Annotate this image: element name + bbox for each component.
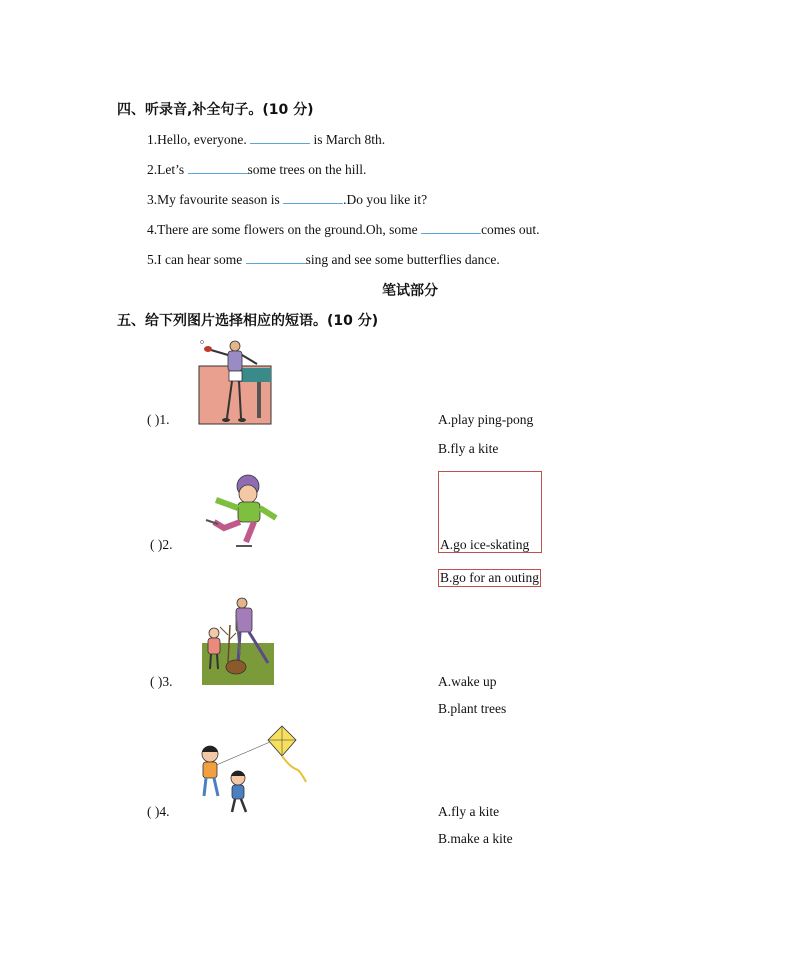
kite-flying-picture [192, 724, 312, 818]
q4-option-b[interactable]: B.make a kite [438, 831, 513, 846]
sentence-text: comes out. [481, 222, 540, 237]
sentence-3 [147, 191, 427, 208]
sentence-text: is March 8th. [310, 132, 386, 147]
q3-option-b[interactable]: B.plant trees [438, 701, 507, 716]
sentence-text: 4.There are some flowers on the ground.Oh, some [147, 222, 422, 237]
sentence-text: some trees on the hill. [247, 162, 367, 177]
q1-option-b[interactable]: B.fly a kite [438, 441, 499, 456]
q2-option-b[interactable]: B.go for an outing [440, 570, 539, 585]
question-4-number[interactable]: ( )4. [147, 804, 170, 819]
sentence-5 [147, 251, 500, 268]
answer-blank[interactable] [250, 131, 310, 144]
question-1-number[interactable]: ( )1. [147, 412, 170, 427]
q3-option-a[interactable]: A.wake up [438, 674, 497, 689]
sentence-text: 5.I can hear some [147, 252, 246, 267]
written-part-title: 笔试部分 [382, 283, 438, 299]
ping-pong-picture [197, 338, 273, 426]
sentence-2 [147, 161, 366, 178]
section5-heading: 五、给下列图片选择相应的短语。(10 分) [117, 313, 379, 329]
planting-trees-picture [200, 595, 276, 687]
ice-skating-picture [204, 472, 280, 550]
question-3-number[interactable]: ( )3. [150, 674, 173, 689]
q1-option-a[interactable]: A.play ping-pong [438, 412, 534, 427]
sentence-4 [147, 221, 540, 238]
sentence-text: 3.My favourite season is [147, 192, 284, 207]
q2-option-a[interactable]: A.go ice-skating [440, 537, 530, 552]
q4-option-a[interactable]: A.fly a kite [438, 804, 500, 819]
answer-blank[interactable] [283, 191, 343, 204]
answer-blank[interactable] [188, 161, 248, 174]
question-2-number[interactable]: ( )2. [150, 537, 173, 552]
sentence-text: 1.Hello, everyone. [147, 132, 251, 147]
answer-blank[interactable] [421, 221, 481, 234]
sentence-text: .Do you like it? [343, 192, 428, 207]
sentence-1 [147, 131, 385, 148]
answer-blank[interactable] [246, 251, 306, 264]
sentence-text: sing and see some butterflies dance. [305, 252, 500, 267]
sentence-text: 2.Let’s [147, 162, 188, 177]
section4-heading: 四、听录音,补全句子。(10 分) [117, 102, 314, 118]
